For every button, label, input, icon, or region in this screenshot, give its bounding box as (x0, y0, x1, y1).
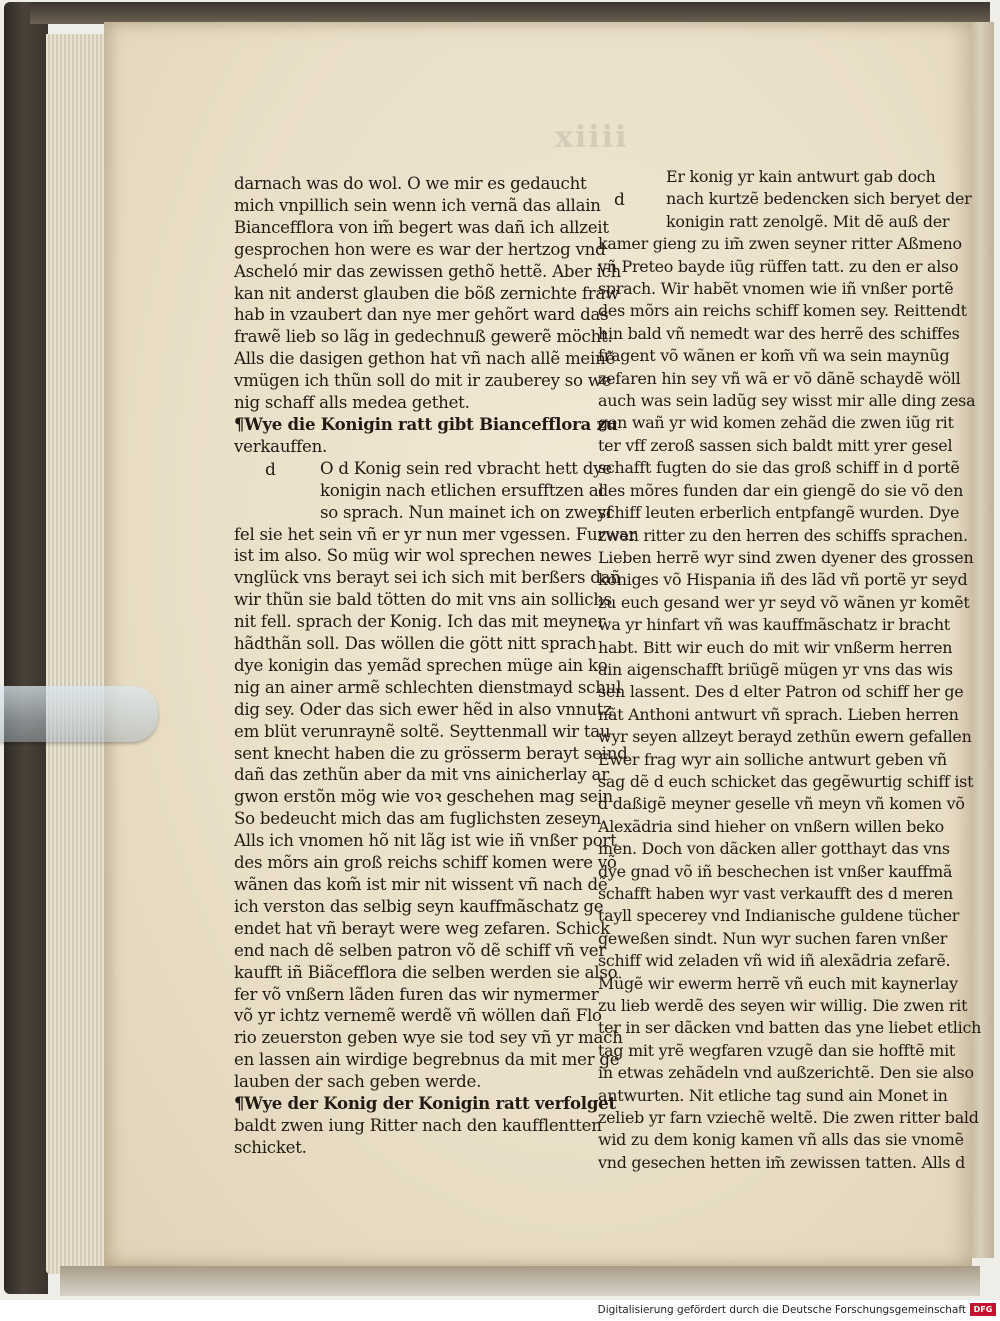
book-cover-top (30, 2, 990, 24)
text-line: antwurten. Nit etliche tag sund ain Monet in (598, 1085, 948, 1105)
text-line: men. Doch von dãcken aller gotthayt das vns (598, 839, 950, 859)
text-line: nãt Anthoni antwurt vñ sprach. Lieben herren (598, 704, 959, 724)
text-line: Er konig yr kain antwurt gab doch (666, 167, 936, 186)
text-line: habt. Bitt wir euch do mit wir vnßerm herren (598, 637, 953, 657)
text-line: em blüt verunraynẽ soltẽ. Seyttenmall wir tau (234, 721, 611, 741)
text-line: dig sey. Oder das sich ewer hẽd in also vnnutz (234, 699, 612, 719)
text-line: kan nit anderst glauben die bõß zernichte fraw (234, 283, 620, 303)
text-line: schicket. (234, 1137, 307, 1157)
text-line: sent knecht haben die zu grösserm berayt seind (234, 743, 628, 763)
text-line: hãdthãn soll. Das wöllen die gött nitt sprach (234, 634, 597, 654)
text-line: Biancefflora von im̃ begert was dañ ich allzeit (234, 217, 609, 237)
text-line: sen lassent. Des d elter Patron od schiff her ge (598, 682, 964, 702)
text-line: ter vff zeroß sassen sich baldt mitt yrer gesel (598, 435, 953, 455)
text-line: vnglück vns berayt sei ich sich mit berßers dañ (234, 568, 621, 588)
footer-credit: Digitalisierung gefördert durch die Deutsche Forschungsgemeinschaft (597, 1304, 966, 1316)
text-line: mich vnpillich sein wenn ich vernã das allain (234, 195, 601, 215)
text-line: darnach was do wol. O we mir es gedaucht (234, 174, 587, 193)
text-line: dañ das zethũn aber da mit vns ainicherlay ar (234, 765, 609, 785)
text-line: end nach dẽ selben patron võ dẽ schiff vñ ver (234, 940, 607, 960)
text-line: vnd gesechen hetten im̃ zewissen tatten. Alls d (598, 1152, 966, 1172)
folio-bleed-through: xiiii (555, 120, 629, 155)
left-text-column (234, 173, 636, 1159)
text-line: wid zu dem konig kamen vñ alls das sie vnomẽ (598, 1130, 964, 1150)
text-line: võ yr ichtz vernemẽ werdẽ vñ wöllen dañ Flo (234, 1006, 602, 1026)
text-line: wyr seyen allzeyt berayd zethũn ewern gefallen (598, 727, 972, 747)
text-line: verkauffen. (234, 436, 328, 456)
text-line: schiff wid zeladen vñ wid iñ alexãdria zefarẽ. (598, 951, 951, 971)
text-line: endet hat vñ berayt were weg zefaren. Schick (234, 918, 610, 938)
text-line: geweßen sindt. Nun wyr suchen faren vnßer (598, 928, 948, 948)
text-line: tayll specerey vnd Indianische guldene tücher (598, 906, 960, 926)
text-line: zu euch gesand wer yr seyd võ wãnen yr komẽt (598, 592, 970, 612)
text-line: des mõrs ain reichs schiff komen sey. Reittendt (598, 301, 967, 321)
text-line: koniges võ Hispania iñ des lãd vñ portẽ yr seyd (598, 570, 968, 590)
text-line: sprach. Wir habẽt vnomen wie iñ vnßer portẽ (598, 279, 954, 299)
text-line: schafft fugten do sie das groß schiff in d portẽ (598, 458, 960, 478)
right-initial-letter: d (614, 190, 625, 210)
text-line: frawẽ lieb so lãg in gedechnuß gewerẽ möcht. (234, 327, 613, 347)
text-line: gesprochen hon were es war der hertzog vnd (234, 239, 606, 259)
left-initial-letter: d (265, 460, 276, 480)
text-line: Mügẽ wir ewerm herrẽ vñ euch mit kaynerlay (598, 973, 958, 993)
text-line: auch was sein ladũg sey wisst mir alle ding zesa (598, 391, 976, 411)
book-cover-left (4, 2, 48, 1294)
text-line: kamer gieng zu im̃ zwen seyner ritter Aßmeno (598, 234, 962, 254)
text-line: d daßigẽ meyner geselle vñ meyn vñ komen võ (598, 794, 965, 814)
text-line: Ewer frag wyr ain solliche antwurt geben vñ (598, 749, 947, 769)
text-line: Alexãdria sind hieher on vnßern willen beko (598, 816, 944, 836)
text-line: Lieben herrẽ wyr sind zwen dyener des grossen (598, 547, 974, 567)
text-line: wãnen das kom̃ ist mir nit wissent vñ nach dẽ (234, 875, 608, 894)
text-line: konigin nach etlichen ersufftzen al (320, 480, 604, 500)
text-line: Alls ich vnomen hõ nit lãg ist wie iñ vnßer port (234, 831, 617, 851)
text-line: So bedeucht mich das am fuglichsten zeseyn (234, 809, 602, 829)
text-line: gwon erstõn mög wie voꝛ geschehen mag sein (234, 787, 613, 807)
text-line: tag mit yrẽ wegfaren vzugẽ dan sie hofftẽ mit (598, 1040, 956, 1060)
bookmark-strip (0, 686, 158, 742)
right-text-column (598, 166, 981, 1174)
dfg-logo: DFG (970, 1303, 996, 1316)
text-line: ain aigenschafft briũgẽ mügen yr vns das wis (598, 659, 953, 679)
text-line: dye gnad võ iñ beschechen ist vnßer kauffmã (598, 861, 953, 881)
text-line: lauben der sach geben werde. (234, 1072, 482, 1092)
book-bottom-shadow (60, 1266, 980, 1296)
page-stack-edges (46, 34, 106, 1274)
text-line: dye konigin das yemãd sprechen müge ain ko (234, 655, 608, 675)
text-line: O d Konig sein red vbracht hett dye (320, 458, 612, 478)
footer-bar (0, 1300, 1000, 1321)
text-line: nig an ainer armẽ schlechten dienstmayd schul (234, 677, 622, 697)
text-line: fragent võ wãnen er kom̃ vñ wa sein maynũg (598, 346, 950, 366)
text-line: baldt zwen iung Ritter nach den kaufflentten (234, 1115, 602, 1135)
text-line: ¶Wye die Konigin ratt gibt Biancefflora zu (234, 413, 618, 434)
text-line: schiff leuten erberlich entpfangẽ wurden. Dye (598, 503, 960, 523)
text-line: kaufft iñ Biãcefflora die selben werden sie also (234, 962, 618, 982)
text-line: zwen ritter zu den herren des schiffs sprachen. (598, 525, 968, 545)
text-line: nig schaff alls medea gethet. (234, 393, 470, 413)
text-line: in etwas zehãdeln vnd außzerichtẽ. Den sie also (598, 1063, 974, 1083)
text-line: hab in vzaubert dan nye mer gehõrt ward das (234, 305, 609, 325)
text-line: Alls die dasigen gethon hat vñ nach allẽ meinẽ (234, 349, 616, 369)
text-line: vñ Preteo bayde iũg rüffen tatt. zu den er also (598, 256, 959, 276)
text-line: vmügen ich thũn soll do mit ir zauberey so we (234, 371, 612, 391)
text-line: konigin ratt zenolgẽ. Mit dẽ auß der (666, 211, 950, 231)
text-line: en lassen ain wirdige begrebnus da mit mer ge (234, 1050, 620, 1070)
text-line: des mõres funden dar ein giengẽ do sie võ den (598, 480, 964, 500)
text-line: ist im also. So müg wir wol sprechen newes (234, 546, 592, 566)
text-line: wa yr hinfart vñ was kauffmãschatz ir bracht (598, 615, 950, 635)
text-line: sag dẽ d euch schicket das gegẽwurtig schiff ist (598, 771, 974, 791)
text-line: des mõrs ain groß reichs schiff komen were võ (234, 853, 617, 873)
text-line: schafft haben wyr vast verkaufft des d meren (598, 884, 954, 903)
text-line: zu lieb werdẽ des seyen wir willig. Die zwen rit (598, 996, 968, 1016)
text-line: ich verston das selbig seyn kauffmãschatz ge (234, 896, 604, 916)
text-line: zefaren hin sey vñ wã er võ dãnẽ schaydẽ wöll (598, 368, 961, 388)
text-line: so sprach. Nun mainet ich on zweyf (320, 502, 613, 522)
text-line: fer võ vnßern lãden furen das wir nymermer (234, 984, 599, 1004)
text-line: ¶Wye der Konig der Konigin ratt verfolget (234, 1093, 616, 1114)
text-line: nach kurtzẽ bedencken sich beryet der (666, 189, 972, 209)
text-line: Ascheló mir das zewissen gethõ hettẽ. Aber ich (234, 261, 622, 281)
text-line: ter in ser dãcken vnd batten das yne liebet etlich (598, 1018, 982, 1038)
text-line: fel sie het sein vñ er yr nun mer vgessen. Furwar (234, 524, 637, 544)
text-line: gen wañ yr wid komen zehãd die zwen iũg rit (598, 413, 954, 433)
text-line: zelieb yr farn vziechẽ weltẽ. Die zwen ritter bald (598, 1108, 979, 1128)
text-line: rio zeuerston geben wye sie tod sey vñ yr mach (234, 1028, 623, 1048)
text-line: nit fell. sprach der Konig. Ich das mit meyner (234, 612, 606, 632)
text-line: wir thũn sie bald tötten do mit vns ain sollichs (234, 590, 612, 610)
text-line: hin bald vñ nemedt war des herrẽ des schiffes (598, 323, 960, 343)
